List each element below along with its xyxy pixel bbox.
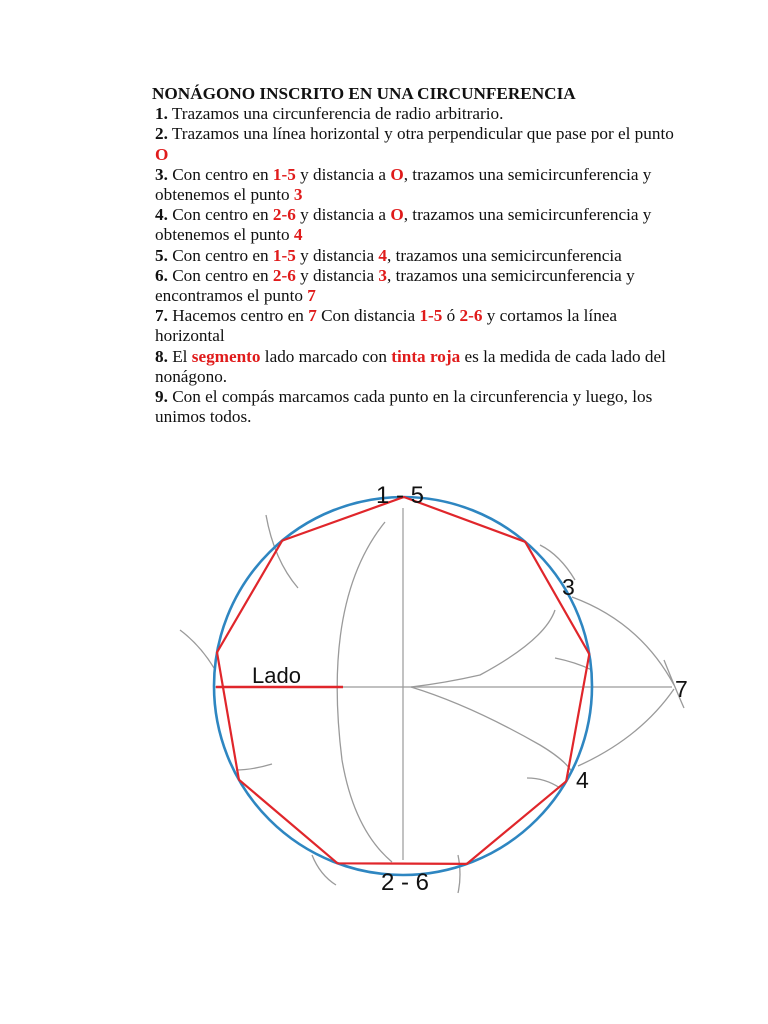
step-text: y distancia a (295, 164, 391, 184)
label-point-7: 7 (675, 676, 688, 702)
step-text: ó (442, 306, 460, 326)
step-text: y cortamos la línea horizontal (155, 306, 618, 346)
step-number: 1. (155, 104, 168, 124)
step-text: es la medida de cada lado del nonágono. (155, 346, 666, 386)
step-number: 8. (155, 346, 168, 366)
step-text: y distancia (295, 245, 379, 265)
step-number: 7. (155, 306, 168, 326)
label-point-4: 4 (576, 767, 589, 793)
label-point-3: 3 (562, 574, 575, 600)
highlight-text: 7 (307, 286, 316, 306)
highlight-text: O (390, 205, 404, 225)
step-text: Con centro en (167, 265, 273, 285)
compass-mark (527, 778, 560, 788)
step-text: , trazamos una semicircunferencia (387, 245, 622, 265)
step-text: lado marcado con (260, 346, 392, 366)
highlight-text: 7 (308, 306, 317, 326)
step-text: Con centro en (167, 205, 273, 225)
step-text: , trazamos una semicircunferencia y obtenemos el punto (155, 205, 652, 245)
highlight-text: 2-6 (272, 205, 296, 225)
label-2-6: 2 - 6 (380, 869, 430, 896)
label-lado: Lado (252, 663, 301, 688)
step-text: Con centro en (167, 245, 273, 265)
highlight-text: 2-6 (272, 265, 296, 285)
highlight-text: tinta roja (391, 346, 461, 366)
step-text: Trazamos una circunferencia de radio arbitrario. (167, 104, 504, 124)
step-text: Con centro en (167, 164, 273, 184)
compass-mark (180, 630, 214, 668)
arc-center-1-5 (411, 610, 555, 687)
highlight-text: 1-5 (272, 164, 296, 184)
arc-center-2-6 (411, 687, 572, 772)
compass-mark (236, 764, 272, 770)
step-text: El (167, 346, 192, 366)
step-text: y distancia a (295, 205, 391, 225)
highlight-text: O (390, 164, 404, 184)
highlight-text: segmento (191, 346, 261, 366)
highlight-text: 3 (293, 185, 303, 205)
step-number: 4. (155, 205, 168, 225)
step-number: 5. (155, 245, 168, 265)
compass-mark (458, 855, 460, 893)
highlight-text: 4 (378, 245, 387, 265)
document-title: NONÁGONO INSCRITO EN UNA CIRCUNFERENCIA (152, 84, 576, 103)
label-1-5: 1 - 5 (375, 482, 425, 509)
step-number: 3. (155, 164, 168, 184)
step-number: 2. (155, 124, 168, 144)
highlight-text: 3 (378, 265, 387, 285)
step-text: , trazamos una semicircunferencia y obtenemos el punto (155, 164, 652, 205)
arc-through-3-4 (337, 522, 392, 862)
step-text: y distancia (295, 265, 379, 285)
step-number: 9. (155, 387, 168, 407)
step-text: Trazamos una línea horizontal y otra perpendicular que pase por el punto (167, 124, 674, 144)
highlight-text: 1-5 (272, 245, 296, 265)
highlight-text: 4 (293, 225, 303, 245)
step-text: Con el compás marcamos cada punto en la circunferencia y luego, los unimos todos. (155, 387, 653, 427)
step-number: 6. (155, 265, 168, 285)
highlight-text: O (155, 144, 169, 164)
highlight-text: 1-5 (419, 306, 443, 326)
highlight-text: 2-6 (459, 306, 483, 326)
step-text: Con distancia (316, 306, 420, 326)
construction-arcs (180, 515, 684, 893)
step-text: Hacemos centro en (167, 306, 309, 326)
step-text: , trazamos una semicircunferencia y encontramos el punto (155, 265, 635, 306)
